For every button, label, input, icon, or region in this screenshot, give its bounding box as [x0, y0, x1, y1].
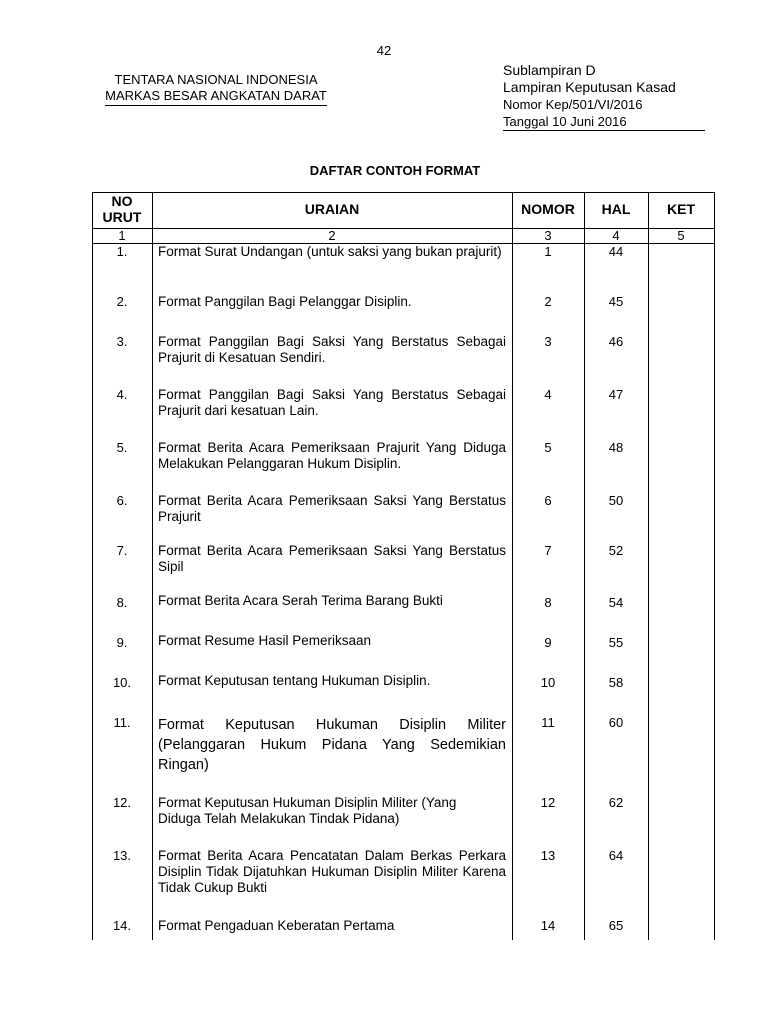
row-nomor: 11: [541, 715, 555, 730]
row-hal: 50: [608, 493, 624, 508]
row-hal: 64: [608, 848, 624, 863]
row-description: Format Berita Acara Pencatatan Dalam Berkas Perkara Disiplin Tidak Dijatuhkan Hukuman Disiplin Militer Karena Tidak Cukup Bukti: [158, 848, 506, 895]
annex-block: [503, 62, 705, 131]
header-no-line-2: URUT: [102, 209, 142, 225]
row-description: Format Panggilan Bagi Pelanggar Disiplin.: [158, 294, 412, 309]
annex-subtitle: Lampiran Keputusan Kasad: [503, 79, 676, 95]
row-hal: 48: [608, 440, 624, 455]
row-hal: 46: [608, 334, 624, 349]
row-hal: 44: [608, 244, 624, 259]
header-uraian: URAIAN: [304, 201, 360, 217]
column-divider: [152, 192, 153, 940]
row-nomor: 6: [544, 493, 552, 508]
row-hal: 47: [608, 387, 624, 402]
annex-tanggal: Tanggal 10 Juni 2016: [503, 113, 705, 131]
annex-nomor: Nomor Kep/501/VI/2016: [503, 97, 643, 112]
row-description: Format Resume Hasil Pemeriksaan: [158, 633, 372, 648]
row-hal: 65: [608, 918, 624, 933]
header-no-line-1: NO: [111, 193, 133, 209]
row-description: Format Panggilan Bagi Saksi Yang Berstatus Sebagai Prajurit di Kesatuan Sendiri.: [158, 334, 506, 365]
row-hal: 54: [608, 595, 624, 610]
row-hal: 62: [608, 795, 624, 810]
header-ket: KET: [667, 201, 695, 217]
row-nomor: 14: [540, 918, 556, 933]
header-no-urut: [92, 193, 152, 225]
column-number: 5: [677, 228, 685, 243]
page-number: 42: [376, 43, 392, 58]
header-nomor: NOMOR: [521, 201, 575, 217]
column-number: 3: [544, 228, 552, 243]
row-description: Format Pengaduan Keberatan Pertama: [158, 918, 395, 933]
row-nomor: 12: [540, 795, 556, 810]
row-description: Format Berita Acara Pemeriksaan Saksi Yang Berstatus Prajurit: [158, 493, 506, 524]
row-nomor: 8: [544, 595, 552, 610]
row-nomor: 4: [544, 387, 552, 402]
row-hal: 60: [608, 715, 624, 730]
row-number: 3.: [116, 334, 128, 349]
row-nomor: 7: [544, 543, 552, 558]
row-number: 4.: [116, 387, 128, 402]
column-number: 2: [328, 228, 336, 243]
row-number: 2.: [116, 294, 128, 309]
row-description: Format Surat Undangan (untuk saksi yang bukan prajurit): [158, 244, 502, 259]
row-nomor: 2: [544, 294, 552, 309]
row-number: 5.: [116, 440, 128, 455]
table-border-right: [714, 192, 715, 940]
row-nomor: 10: [540, 675, 556, 690]
row-number: 11.: [113, 715, 131, 730]
row-number: 6.: [116, 493, 128, 508]
column-divider: [648, 192, 649, 940]
row-number: 13.: [112, 848, 132, 863]
row-description: Format Berita Acara Pemeriksaan Saksi Yang Berstatus Sipil: [158, 543, 506, 574]
row-number: 10.: [112, 675, 132, 690]
row-hal: 45: [608, 294, 624, 309]
column-number: 1: [118, 228, 126, 243]
annex-title: Sublampiran D: [503, 62, 596, 78]
row-number: 14.: [112, 918, 132, 933]
table-border-top: [92, 192, 715, 193]
row-number: 7.: [116, 543, 128, 558]
row-hal: 55: [608, 635, 624, 650]
row-description: Format Keputusan Hukuman Disiplin Militer (Yang Diduga Telah Melakukan Tindak Pidana): [158, 795, 457, 826]
document-title: DAFTAR CONTOH FORMAT: [309, 163, 481, 178]
row-number: 12.: [112, 795, 132, 810]
row-number: 9.: [116, 635, 128, 650]
row-description: Format Keputusan tentang Hukuman Disiplin.: [158, 673, 431, 688]
row-number: 1.: [116, 244, 128, 259]
row-nomor: 9: [544, 635, 552, 650]
row-description: Format Panggilan Bagi Saksi Yang Berstatus Sebagai Prajurit dari kesatuan Lain.: [158, 387, 506, 418]
row-number: 8.: [116, 595, 128, 610]
row-description: Format Berita Acara Serah Terima Barang Bukti: [158, 593, 443, 608]
organization-line-2: MARKAS BESAR ANGKATAN DARAT: [105, 88, 327, 106]
organization-header: [92, 72, 340, 106]
row-description: Format Berita Acara Pemeriksaan Prajurit Yang Diduga Melakukan Pelanggaran Hukum Disiplin.: [158, 440, 506, 471]
column-number: 4: [612, 228, 620, 243]
row-nomor: 1: [544, 244, 552, 259]
row-nomor: 3: [544, 334, 552, 349]
organization-line-1: TENTARA NASIONAL INDONESIA: [114, 72, 318, 87]
row-description: Format Keputusan Hukuman Disiplin Militer (Pelanggaran Hukum Pidana Yang Sedemikian Ringan): [158, 717, 506, 773]
row-nomor: 5: [544, 440, 552, 455]
row-nomor: 13: [540, 848, 556, 863]
row-hal: 58: [608, 675, 624, 690]
header-hal: HAL: [601, 201, 631, 217]
row-hal: 52: [608, 543, 624, 558]
